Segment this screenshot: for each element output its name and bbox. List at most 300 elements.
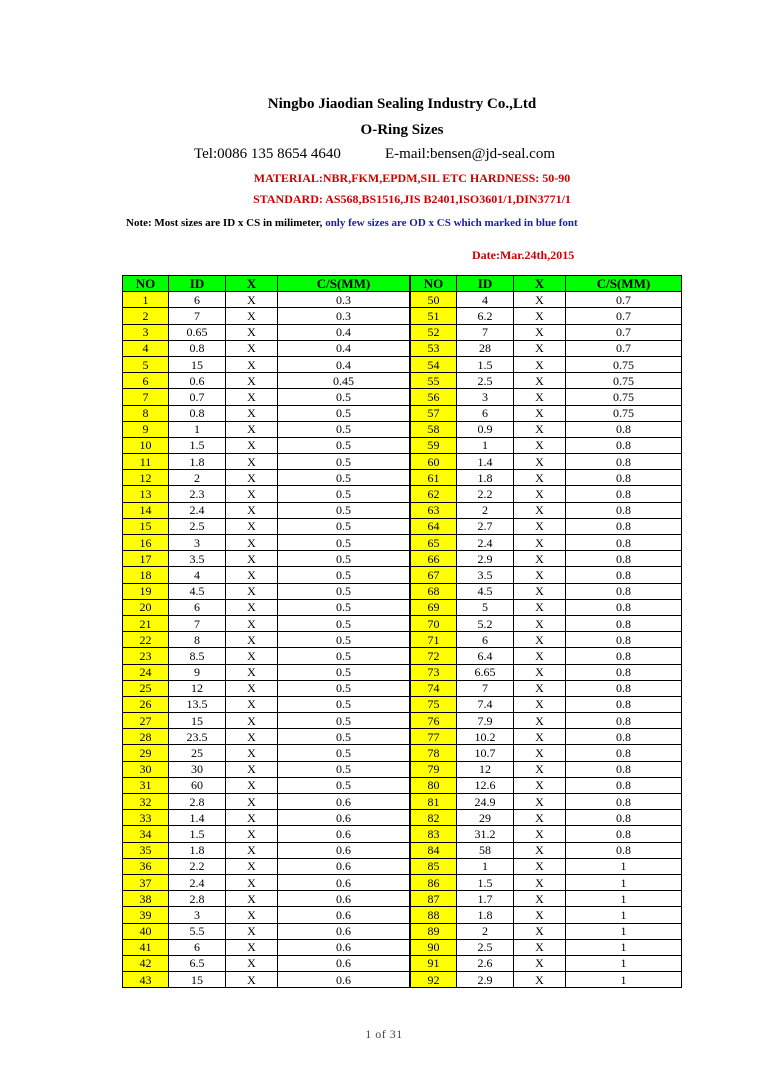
table-row bbox=[411, 632, 682, 648]
cell-cs: 0.4 bbox=[278, 356, 410, 372]
cell-no: 30 bbox=[123, 761, 169, 777]
cell-no: 20 bbox=[123, 599, 169, 615]
document-title: O-Ring Sizes bbox=[360, 122, 444, 138]
cell-cs: 1 bbox=[566, 923, 682, 939]
table-row bbox=[411, 842, 682, 858]
cell-id: 4.5 bbox=[169, 583, 226, 599]
cell-no: 92 bbox=[411, 972, 457, 988]
table-row bbox=[411, 599, 682, 615]
cell-id: 28 bbox=[457, 340, 514, 356]
cell-no: 1 bbox=[123, 292, 169, 308]
cell-no: 61 bbox=[411, 470, 457, 486]
table-row bbox=[123, 955, 410, 971]
table-row bbox=[411, 535, 682, 551]
cell-no: 38 bbox=[123, 891, 169, 907]
cell-id: 2.4 bbox=[457, 535, 514, 551]
cell-x: X bbox=[514, 599, 566, 615]
cell-id: 7.4 bbox=[457, 696, 514, 712]
cell-cs: 1 bbox=[566, 874, 682, 890]
cell-id: 3.5 bbox=[169, 551, 226, 567]
table-row bbox=[411, 810, 682, 826]
cell-id: 1.8 bbox=[457, 907, 514, 923]
cell-id: 13.5 bbox=[169, 696, 226, 712]
cell-id: 8.5 bbox=[169, 648, 226, 664]
table-row bbox=[411, 939, 682, 955]
cell-id: 15 bbox=[169, 356, 226, 372]
cell-cs: 0.5 bbox=[278, 583, 410, 599]
cell-no: 58 bbox=[411, 421, 457, 437]
cell-no: 69 bbox=[411, 599, 457, 615]
cell-x: X bbox=[514, 356, 566, 372]
cell-x: X bbox=[226, 437, 278, 453]
cell-id: 1 bbox=[457, 858, 514, 874]
telephone: Tel:0086 135 8654 4640 bbox=[194, 146, 341, 162]
cell-cs: 0.5 bbox=[278, 551, 410, 567]
cell-x: X bbox=[226, 729, 278, 745]
table-row bbox=[411, 680, 682, 696]
cell-cs: 0.7 bbox=[566, 292, 682, 308]
cell-id: 2.3 bbox=[169, 486, 226, 502]
table-row bbox=[123, 292, 410, 308]
cell-cs: 0.5 bbox=[278, 745, 410, 761]
table-row bbox=[411, 373, 682, 389]
cell-cs: 0.6 bbox=[278, 858, 410, 874]
cell-id: 2.9 bbox=[457, 972, 514, 988]
cell-id: 0.9 bbox=[457, 421, 514, 437]
cell-no: 86 bbox=[411, 874, 457, 890]
size-table-right bbox=[410, 275, 682, 988]
cell-cs: 0.5 bbox=[278, 664, 410, 680]
cell-x: X bbox=[514, 826, 566, 842]
cell-cs: 0.3 bbox=[278, 292, 410, 308]
cell-no: 22 bbox=[123, 632, 169, 648]
table-row bbox=[411, 405, 682, 421]
cell-no: 60 bbox=[411, 454, 457, 470]
cell-x: X bbox=[226, 454, 278, 470]
cell-id: 2.5 bbox=[457, 373, 514, 389]
cell-no: 4 bbox=[123, 340, 169, 356]
cell-cs: 0.5 bbox=[278, 696, 410, 712]
cell-id: 1 bbox=[169, 421, 226, 437]
cell-no: 32 bbox=[123, 794, 169, 810]
cell-x: X bbox=[226, 389, 278, 405]
cell-cs: 0.8 bbox=[566, 454, 682, 470]
cell-no: 29 bbox=[123, 745, 169, 761]
col-header: X bbox=[514, 276, 566, 292]
cell-cs: 0.8 bbox=[566, 486, 682, 502]
cell-no: 57 bbox=[411, 405, 457, 421]
cell-no: 67 bbox=[411, 567, 457, 583]
cell-x: X bbox=[514, 437, 566, 453]
table-row bbox=[123, 583, 410, 599]
cell-x: X bbox=[514, 470, 566, 486]
cell-no: 2 bbox=[123, 308, 169, 324]
size-note bbox=[126, 217, 578, 229]
cell-id: 31.2 bbox=[457, 826, 514, 842]
cell-no: 91 bbox=[411, 955, 457, 971]
cell-x: X bbox=[514, 535, 566, 551]
cell-id: 6 bbox=[169, 292, 226, 308]
table-row bbox=[123, 664, 410, 680]
cell-cs: 1 bbox=[566, 858, 682, 874]
cell-cs: 0.8 bbox=[566, 421, 682, 437]
table-row bbox=[123, 648, 410, 664]
table-row bbox=[123, 842, 410, 858]
cell-cs: 0.8 bbox=[566, 551, 682, 567]
table-row bbox=[411, 615, 682, 631]
cell-no: 33 bbox=[123, 810, 169, 826]
cell-x: X bbox=[514, 874, 566, 890]
cell-x: X bbox=[226, 745, 278, 761]
cell-x: X bbox=[226, 615, 278, 631]
table-row bbox=[411, 356, 682, 372]
table-row bbox=[123, 615, 410, 631]
cell-id: 1.8 bbox=[457, 470, 514, 486]
cell-cs: 0.8 bbox=[566, 518, 682, 534]
table-row bbox=[411, 696, 682, 712]
cell-no: 8 bbox=[123, 405, 169, 421]
cell-id: 8 bbox=[169, 632, 226, 648]
table-row bbox=[411, 551, 682, 567]
cell-cs: 0.5 bbox=[278, 470, 410, 486]
table-row bbox=[411, 421, 682, 437]
table-row bbox=[411, 470, 682, 486]
cell-x: X bbox=[514, 486, 566, 502]
cell-id: 3 bbox=[169, 535, 226, 551]
cell-x: X bbox=[226, 713, 278, 729]
table-row bbox=[123, 470, 410, 486]
table-row bbox=[123, 761, 410, 777]
cell-cs: 0.3 bbox=[278, 308, 410, 324]
cell-no: 19 bbox=[123, 583, 169, 599]
cell-x: X bbox=[226, 874, 278, 890]
cell-no: 24 bbox=[123, 664, 169, 680]
cell-cs: 0.5 bbox=[278, 389, 410, 405]
cell-id: 2.8 bbox=[169, 794, 226, 810]
cell-cs: 0.8 bbox=[566, 696, 682, 712]
cell-no: 85 bbox=[411, 858, 457, 874]
cell-no: 51 bbox=[411, 308, 457, 324]
col-header: NO bbox=[411, 276, 457, 292]
cell-no: 55 bbox=[411, 373, 457, 389]
cell-id: 25 bbox=[169, 745, 226, 761]
cell-cs: 0.8 bbox=[566, 583, 682, 599]
cell-cs: 1 bbox=[566, 939, 682, 955]
table-row bbox=[123, 729, 410, 745]
cell-id: 12.6 bbox=[457, 777, 514, 793]
cell-cs: 0.6 bbox=[278, 972, 410, 988]
cell-cs: 0.8 bbox=[566, 664, 682, 680]
cell-cs: 0.6 bbox=[278, 955, 410, 971]
table-row bbox=[411, 761, 682, 777]
cell-id: 0.6 bbox=[169, 373, 226, 389]
cell-id: 7 bbox=[457, 324, 514, 340]
cell-x: X bbox=[514, 648, 566, 664]
cell-x: X bbox=[514, 955, 566, 971]
table-row bbox=[411, 648, 682, 664]
cell-cs: 0.8 bbox=[566, 567, 682, 583]
page-number: 1 of 31 bbox=[365, 1027, 403, 1041]
cell-id: 2.7 bbox=[457, 518, 514, 534]
cell-id: 2.9 bbox=[457, 551, 514, 567]
cell-x: X bbox=[226, 923, 278, 939]
cell-x: X bbox=[514, 729, 566, 745]
cell-cs: 0.8 bbox=[566, 535, 682, 551]
table-row bbox=[411, 567, 682, 583]
cell-id: 1.5 bbox=[457, 874, 514, 890]
table-row bbox=[123, 535, 410, 551]
cell-id: 2.4 bbox=[169, 502, 226, 518]
table-row bbox=[123, 680, 410, 696]
cell-id: 2.6 bbox=[457, 955, 514, 971]
cell-id: 29 bbox=[457, 810, 514, 826]
table-row bbox=[411, 389, 682, 405]
cell-no: 18 bbox=[123, 567, 169, 583]
cell-cs: 0.6 bbox=[278, 874, 410, 890]
cell-no: 73 bbox=[411, 664, 457, 680]
cell-cs: 0.8 bbox=[566, 794, 682, 810]
cell-no: 12 bbox=[123, 470, 169, 486]
cell-x: X bbox=[226, 810, 278, 826]
table-row bbox=[411, 486, 682, 502]
cell-cs: 0.6 bbox=[278, 907, 410, 923]
cell-x: X bbox=[226, 794, 278, 810]
cell-x: X bbox=[514, 972, 566, 988]
table-row bbox=[411, 729, 682, 745]
cell-x: X bbox=[514, 583, 566, 599]
cell-id: 2 bbox=[457, 502, 514, 518]
cell-no: 81 bbox=[411, 794, 457, 810]
cell-id: 7 bbox=[169, 615, 226, 631]
cell-id: 0.65 bbox=[169, 324, 226, 340]
table-row bbox=[123, 518, 410, 534]
cell-x: X bbox=[514, 373, 566, 389]
table-row bbox=[411, 907, 682, 923]
table-row bbox=[411, 826, 682, 842]
cell-id: 15 bbox=[169, 713, 226, 729]
cell-id: 15 bbox=[169, 972, 226, 988]
cell-no: 3 bbox=[123, 324, 169, 340]
cell-no: 11 bbox=[123, 454, 169, 470]
cell-no: 56 bbox=[411, 389, 457, 405]
cell-x: X bbox=[226, 421, 278, 437]
cell-no: 25 bbox=[123, 680, 169, 696]
cell-cs: 0.8 bbox=[566, 810, 682, 826]
table-row bbox=[123, 308, 410, 324]
cell-no: 37 bbox=[123, 874, 169, 890]
cell-cs: 0.8 bbox=[566, 777, 682, 793]
cell-cs: 0.5 bbox=[278, 599, 410, 615]
cell-id: 6.65 bbox=[457, 664, 514, 680]
cell-id: 2 bbox=[457, 923, 514, 939]
cell-id: 2 bbox=[169, 470, 226, 486]
cell-id: 6.4 bbox=[457, 648, 514, 664]
cell-cs: 0.5 bbox=[278, 454, 410, 470]
company-name: Ningbo Jiaodian Sealing Industry Co.,Ltd bbox=[267, 96, 537, 112]
cell-no: 39 bbox=[123, 907, 169, 923]
material-line: MATERIAL:NBR,FKM,EPDM,SIL ETC HARDNESS: 50-90 bbox=[253, 171, 571, 185]
col-header: ID bbox=[169, 276, 226, 292]
cell-x: X bbox=[514, 923, 566, 939]
cell-x: X bbox=[514, 858, 566, 874]
cell-no: 74 bbox=[411, 680, 457, 696]
table-row bbox=[411, 777, 682, 793]
cell-cs: 0.6 bbox=[278, 810, 410, 826]
cell-id: 60 bbox=[169, 777, 226, 793]
cell-cs: 0.8 bbox=[566, 729, 682, 745]
cell-no: 59 bbox=[411, 437, 457, 453]
table-row bbox=[411, 292, 682, 308]
cell-x: X bbox=[226, 599, 278, 615]
table-row bbox=[411, 583, 682, 599]
table-row bbox=[123, 551, 410, 567]
cell-id: 1.7 bbox=[457, 891, 514, 907]
cell-cs: 0.75 bbox=[566, 356, 682, 372]
cell-x: X bbox=[226, 777, 278, 793]
col-header: C/S(MM) bbox=[278, 276, 410, 292]
cell-id: 1.4 bbox=[457, 454, 514, 470]
cell-cs: 0.8 bbox=[566, 648, 682, 664]
cell-x: X bbox=[226, 826, 278, 842]
cell-id: 0.8 bbox=[169, 340, 226, 356]
cell-id: 6 bbox=[457, 632, 514, 648]
col-header: ID bbox=[457, 276, 514, 292]
table-row bbox=[123, 777, 410, 793]
cell-cs: 0.5 bbox=[278, 777, 410, 793]
cell-id: 2.4 bbox=[169, 874, 226, 890]
col-header: X bbox=[226, 276, 278, 292]
cell-cs: 0.45 bbox=[278, 373, 410, 389]
cell-x: X bbox=[226, 939, 278, 955]
cell-id: 6.2 bbox=[457, 308, 514, 324]
cell-no: 76 bbox=[411, 713, 457, 729]
cell-cs: 0.75 bbox=[566, 405, 682, 421]
cell-cs: 0.5 bbox=[278, 713, 410, 729]
cell-no: 13 bbox=[123, 486, 169, 502]
cell-cs: 0.7 bbox=[566, 308, 682, 324]
cell-x: X bbox=[514, 664, 566, 680]
table-row bbox=[123, 437, 410, 453]
note-blue-text: only few sizes are OD x CS which marked in blue font bbox=[322, 217, 578, 229]
cell-no: 5 bbox=[123, 356, 169, 372]
table-row bbox=[123, 874, 410, 890]
cell-no: 10 bbox=[123, 437, 169, 453]
cell-id: 9 bbox=[169, 664, 226, 680]
cell-x: X bbox=[514, 308, 566, 324]
table-row bbox=[123, 696, 410, 712]
cell-no: 78 bbox=[411, 745, 457, 761]
cell-id: 0.8 bbox=[169, 405, 226, 421]
cell-id: 1.8 bbox=[169, 842, 226, 858]
cell-cs: 0.5 bbox=[278, 648, 410, 664]
cell-x: X bbox=[514, 340, 566, 356]
cell-cs: 1 bbox=[566, 972, 682, 988]
cell-id: 58 bbox=[457, 842, 514, 858]
cell-cs: 0.5 bbox=[278, 632, 410, 648]
cell-x: X bbox=[514, 761, 566, 777]
cell-cs: 0.6 bbox=[278, 891, 410, 907]
cell-x: X bbox=[226, 632, 278, 648]
cell-cs: 0.6 bbox=[278, 939, 410, 955]
cell-cs: 0.8 bbox=[566, 761, 682, 777]
cell-id: 12 bbox=[169, 680, 226, 696]
cell-no: 66 bbox=[411, 551, 457, 567]
cell-cs: 1 bbox=[566, 955, 682, 971]
cell-no: 14 bbox=[123, 502, 169, 518]
cell-no: 40 bbox=[123, 923, 169, 939]
cell-id: 3 bbox=[457, 389, 514, 405]
cell-x: X bbox=[514, 292, 566, 308]
cell-cs: 0.5 bbox=[278, 518, 410, 534]
cell-cs: 0.8 bbox=[566, 502, 682, 518]
cell-no: 36 bbox=[123, 858, 169, 874]
cell-cs: 0.5 bbox=[278, 567, 410, 583]
cell-x: X bbox=[514, 632, 566, 648]
table-row bbox=[123, 324, 410, 340]
cell-id: 4 bbox=[169, 567, 226, 583]
cell-no: 65 bbox=[411, 535, 457, 551]
cell-no: 72 bbox=[411, 648, 457, 664]
cell-cs: 0.8 bbox=[566, 745, 682, 761]
cell-x: X bbox=[226, 664, 278, 680]
cell-cs: 0.8 bbox=[566, 713, 682, 729]
cell-x: X bbox=[226, 680, 278, 696]
table-row bbox=[411, 955, 682, 971]
cell-x: X bbox=[514, 454, 566, 470]
cell-no: 68 bbox=[411, 583, 457, 599]
cell-id: 1.5 bbox=[457, 356, 514, 372]
cell-id: 10.2 bbox=[457, 729, 514, 745]
cell-cs: 0.4 bbox=[278, 340, 410, 356]
cell-cs: 0.7 bbox=[566, 340, 682, 356]
cell-id: 7 bbox=[169, 308, 226, 324]
cell-x: X bbox=[514, 615, 566, 631]
cell-no: 43 bbox=[123, 972, 169, 988]
cell-cs: 0.5 bbox=[278, 421, 410, 437]
cell-cs: 0.6 bbox=[278, 842, 410, 858]
cell-cs: 0.8 bbox=[566, 470, 682, 486]
cell-no: 75 bbox=[411, 696, 457, 712]
cell-id: 1.5 bbox=[169, 437, 226, 453]
col-header: NO bbox=[123, 276, 169, 292]
document-date: Date:Mar.24th,2015 bbox=[472, 248, 575, 262]
size-table-left bbox=[122, 275, 410, 988]
cell-cs: 1 bbox=[566, 891, 682, 907]
cell-x: X bbox=[226, 648, 278, 664]
table-row bbox=[123, 972, 410, 988]
table-row bbox=[123, 421, 410, 437]
table-row bbox=[411, 923, 682, 939]
table-row bbox=[411, 745, 682, 761]
table-row bbox=[123, 567, 410, 583]
cell-no: 70 bbox=[411, 615, 457, 631]
cell-cs: 0.8 bbox=[566, 632, 682, 648]
cell-id: 5.2 bbox=[457, 615, 514, 631]
cell-x: X bbox=[514, 518, 566, 534]
table-row bbox=[123, 373, 410, 389]
cell-x: X bbox=[514, 502, 566, 518]
cell-no: 62 bbox=[411, 486, 457, 502]
table-row bbox=[411, 340, 682, 356]
cell-x: X bbox=[514, 777, 566, 793]
cell-no: 71 bbox=[411, 632, 457, 648]
cell-id: 1.5 bbox=[169, 826, 226, 842]
table-row bbox=[123, 340, 410, 356]
email: E-mail:bensen@jd-seal.com bbox=[385, 146, 556, 162]
cell-no: 52 bbox=[411, 324, 457, 340]
cell-cs: 0.5 bbox=[278, 405, 410, 421]
table-row bbox=[123, 939, 410, 955]
